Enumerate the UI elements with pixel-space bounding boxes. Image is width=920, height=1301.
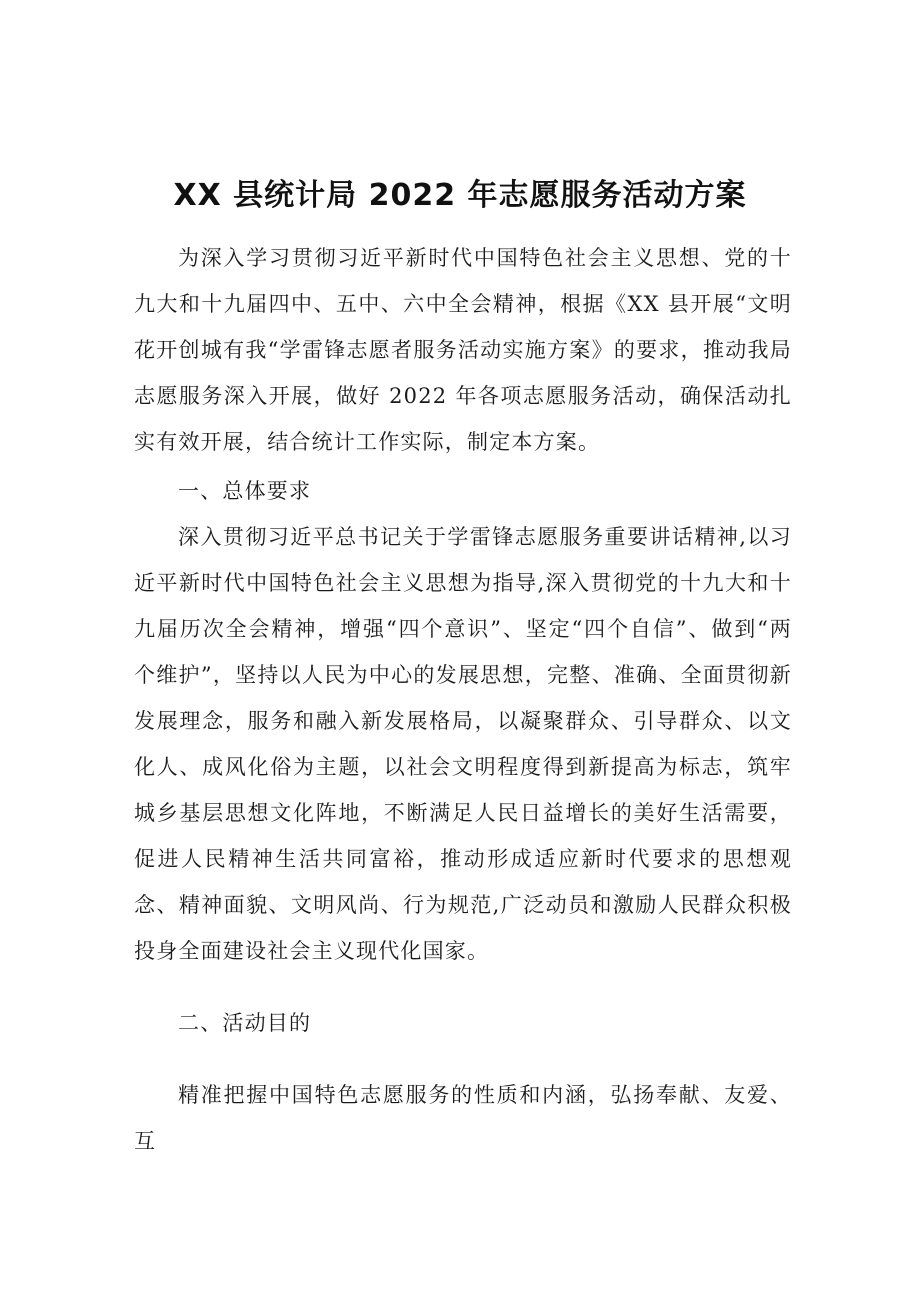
section2-paragraph [134, 1072, 792, 1164]
heading-text: 二、活动目的 [178, 1011, 312, 1035]
heading-text: 一、总体要求 [178, 479, 312, 503]
paragraph-text: 为深入学习贯彻习近平新时代中国特色社会主义思想、党的十九大和十九届四中、五中、六中全会精神，根据《XX 县开展“文明花开创城有我“学雷锋志愿者服务活动实施方案》的要求，推动我局志愿服务深入开展，做好 2022 年各项志愿服务活动，确保活动扎实有效开展，结合统计工作实际，制定本方案。 [134, 246, 792, 454]
document-title: XX 县统计局 2022 年志愿服务活动方案 [173, 178, 747, 213]
section1-paragraph [134, 514, 792, 974]
paragraph-text: 精准把握中国特色志愿服务的性质和内涵，弘扬奉献、友爱、互 [134, 1083, 792, 1153]
paragraph-text: 深入贯彻习近平总书记关于学雷锋志愿服务重要讲话精神,以习近平新时代中国特色社会主义思想为指导,深入贯彻党的十九大和十九届历次全会精神，增强“四个意识”、坚定“四个自信”、做到“两个维护”，坚持以人民为中心的发展思想，完整、准确、全面贯彻新发展理念，服务和融入新发展格局，以凝聚群众、引导群众、以文化人、成风化俗为主题，以社会文明程度得到新提高为标志，筑牢城乡基层思想文化阵地，不断满足人民日益增长的美好生活需要，促进人民精神生活共同富裕，推动形成适应新时代要求的思想观念、精神面貌、文明风尚、行为规范,广泛动员和激励人民群众积极投身全面建设社会主义现代化国家。 [134, 525, 792, 963]
intro-paragraph [134, 235, 792, 465]
section-heading-overall-requirements [134, 468, 792, 514]
section-heading-activity-purpose [134, 1000, 792, 1046]
